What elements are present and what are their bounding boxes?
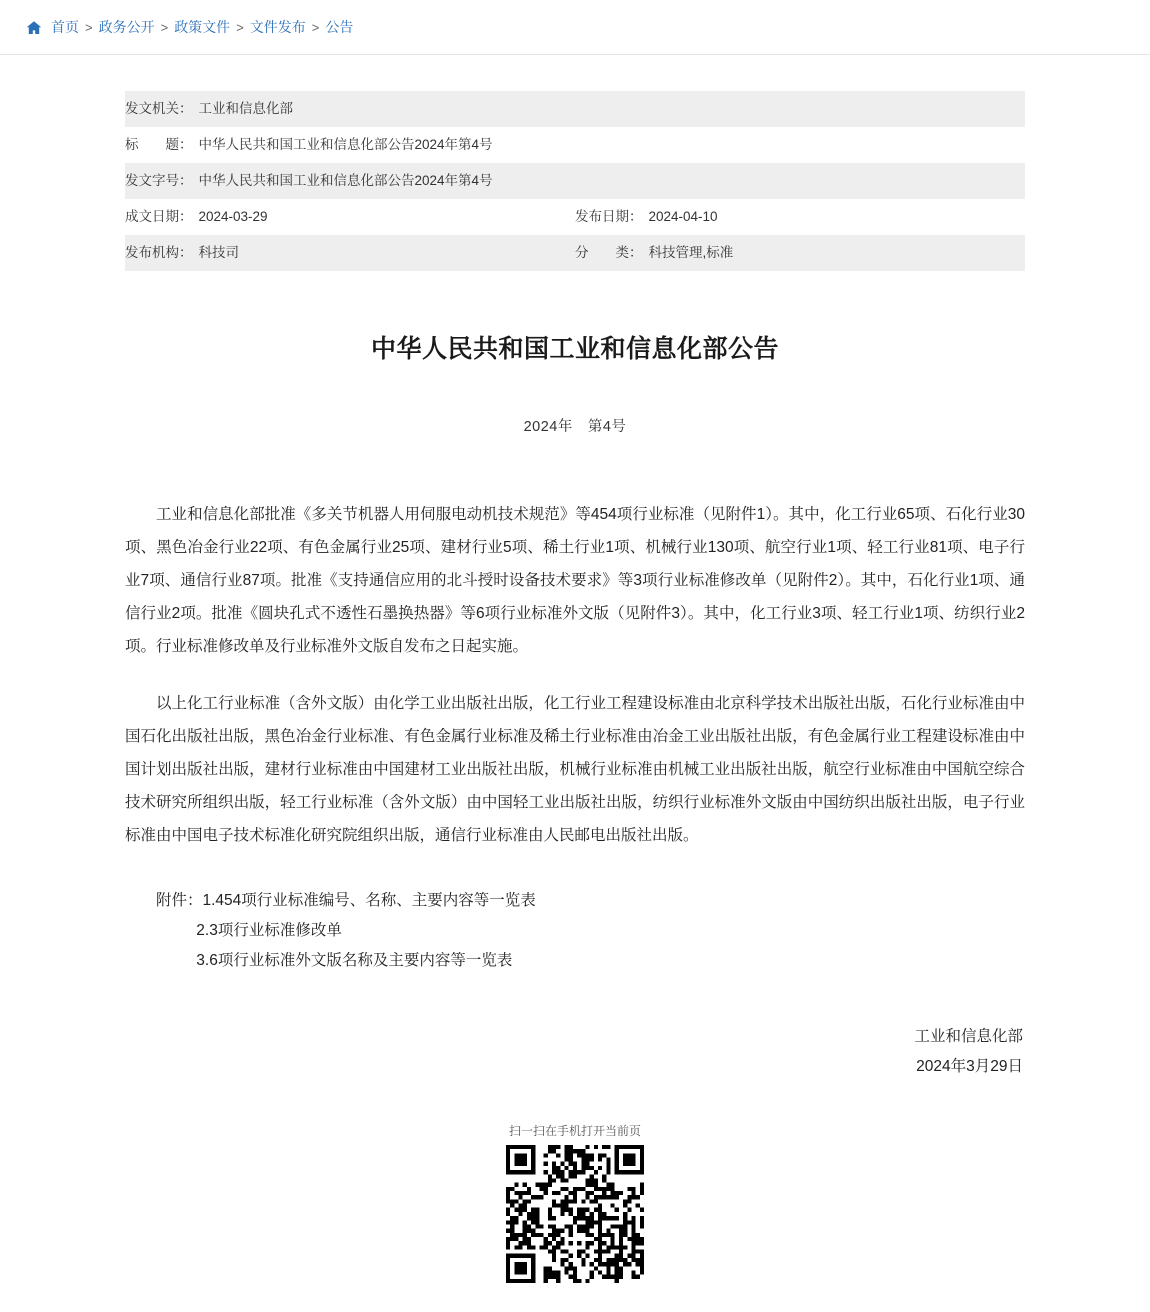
paragraph-2: 以上化工行业标准（含外文版）由化学工业出版社出版，化工行业工程建设标准由北京科学技术出版社出版，石化行业标准由中国石化出版社出版，黑色冶金行业标准、有色金属行业标准及稀土行业标准由冶金工业出版社出版，有色金属行业工程建设标准由中国计划出版社出版，建材行业标准由中国建材工业出版社出版，机械行业标准由机械工业出版社出版，航空行业标准由中国航空综合技术研究所组织出版，轻工行业标准（含外文版）由中国轻工业出版社出版，纺织行业标准外文版由中国纺织出版社出版，电子行业标准由中国电子技术标准化研究院组织出版，通信行业标准由人民邮电出版社出版。 (125, 695, 1025, 844)
meta-cell-publishdate (575, 199, 1025, 235)
meta-value-docnumber: 中华人民共和国工业和信息化部公告2024年第4号 (198, 173, 493, 188)
meta-value-written-date: 2024-03-29 (198, 209, 268, 224)
signature-date: 2024年3月29日 (916, 1058, 1023, 1075)
attachment-list (125, 886, 1025, 976)
qr-caption: 扫一扫在手机打开当前页 (508, 1124, 641, 1138)
breadcrumb-item-2[interactable]: 政策文件 (174, 19, 231, 35)
attachment-item-2[interactable]: 2.3项行业标准修改单 (196, 922, 342, 939)
meta-value-issuer: 工业和信息化部 (198, 101, 293, 116)
table-row (125, 163, 1025, 199)
table-row (125, 235, 1025, 271)
meta-label-category: 分 类： (575, 245, 643, 260)
breadcrumb-item-1[interactable]: 政务公开 (98, 19, 155, 35)
paragraph-1: 工业和信息化部批准《多关节机器人用伺服电动机技术规范》等454项行业标准（见附件1）。其中，化工行业65项、石化行业30项、黑色冶金行业22项、有色金属行业25项、建材行业5项、稀土行业1项、机械行业130项、航空行业1项、轻工行业81项、电子行业7项、通信行业87项。批准《支持通信应用的北斗授时设备技术要求》等3项行业标准修改单（见附件2）。其中，石化行业1项、通信行业2项。批准《圆块孔式不透性石墨换热器》等6项行业标准外文版（见附件3）。其中，化工行业3项、轻工行业1项、纺织行业2项。行业标准修改单及行业标准外文版自发布之日起实施。 (125, 506, 1025, 655)
breadcrumb-item-4[interactable]: 公告 (325, 19, 354, 35)
meta-label-publish-date: 发布日期： (575, 209, 643, 224)
meta-cell-publisher (125, 235, 575, 271)
table-row (125, 127, 1025, 163)
attachment-item-3[interactable]: 3.6项行业标准外文版名称及主要内容等一览表 (196, 952, 513, 969)
breadcrumb-item-0[interactable]: 首页 (51, 19, 79, 35)
breadcrumb-separator: > (85, 19, 93, 35)
document-body (125, 498, 1025, 852)
home-icon[interactable] (26, 20, 42, 36)
meta-cell-docnumber (125, 163, 1025, 199)
table-row (125, 91, 1025, 127)
meta-label-issuer: 发文机关： (125, 101, 193, 116)
breadcrumb (0, 0, 1150, 55)
table-row (125, 199, 1025, 235)
qr-code-image (506, 1145, 644, 1283)
document-meta-table (125, 91, 1025, 271)
signature-block (125, 1022, 1025, 1082)
meta-value-title: 中华人民共和国工业和信息化部公告2024年第4号 (198, 137, 493, 152)
meta-label-docnumber: 发文字号： (125, 173, 193, 188)
meta-cell-issuer (125, 91, 1025, 127)
meta-label-publisher: 发布机构： (125, 245, 193, 260)
meta-value-category: 科技管理,标准 (648, 245, 734, 260)
meta-label-written-date: 成文日期： (125, 209, 193, 224)
meta-value-publish-date: 2024-04-10 (648, 209, 718, 224)
document-number: 2024年 第4号 (523, 419, 627, 435)
meta-cell-title (125, 127, 1025, 163)
qr-section (125, 1122, 1025, 1312)
meta-cell-writtendate (125, 199, 575, 235)
breadcrumb-separator: > (160, 19, 169, 35)
attachment-item-1[interactable]: 附件：1.454项行业标准编号、名称、主要内容等一览表 (156, 892, 536, 909)
meta-label-title: 标 题： (125, 137, 193, 152)
page-content (125, 55, 1025, 1312)
meta-value-publisher: 科技司 (198, 245, 239, 260)
signature-org: 工业和信息化部 (914, 1028, 1023, 1045)
breadcrumb-item-3[interactable]: 文件发布 (249, 19, 306, 35)
page-title: 中华人民共和国工业和信息化部公告 (370, 335, 779, 363)
meta-cell-category (575, 235, 1025, 271)
breadcrumb-separator: > (236, 19, 244, 35)
breadcrumb-separator: > (311, 19, 320, 35)
